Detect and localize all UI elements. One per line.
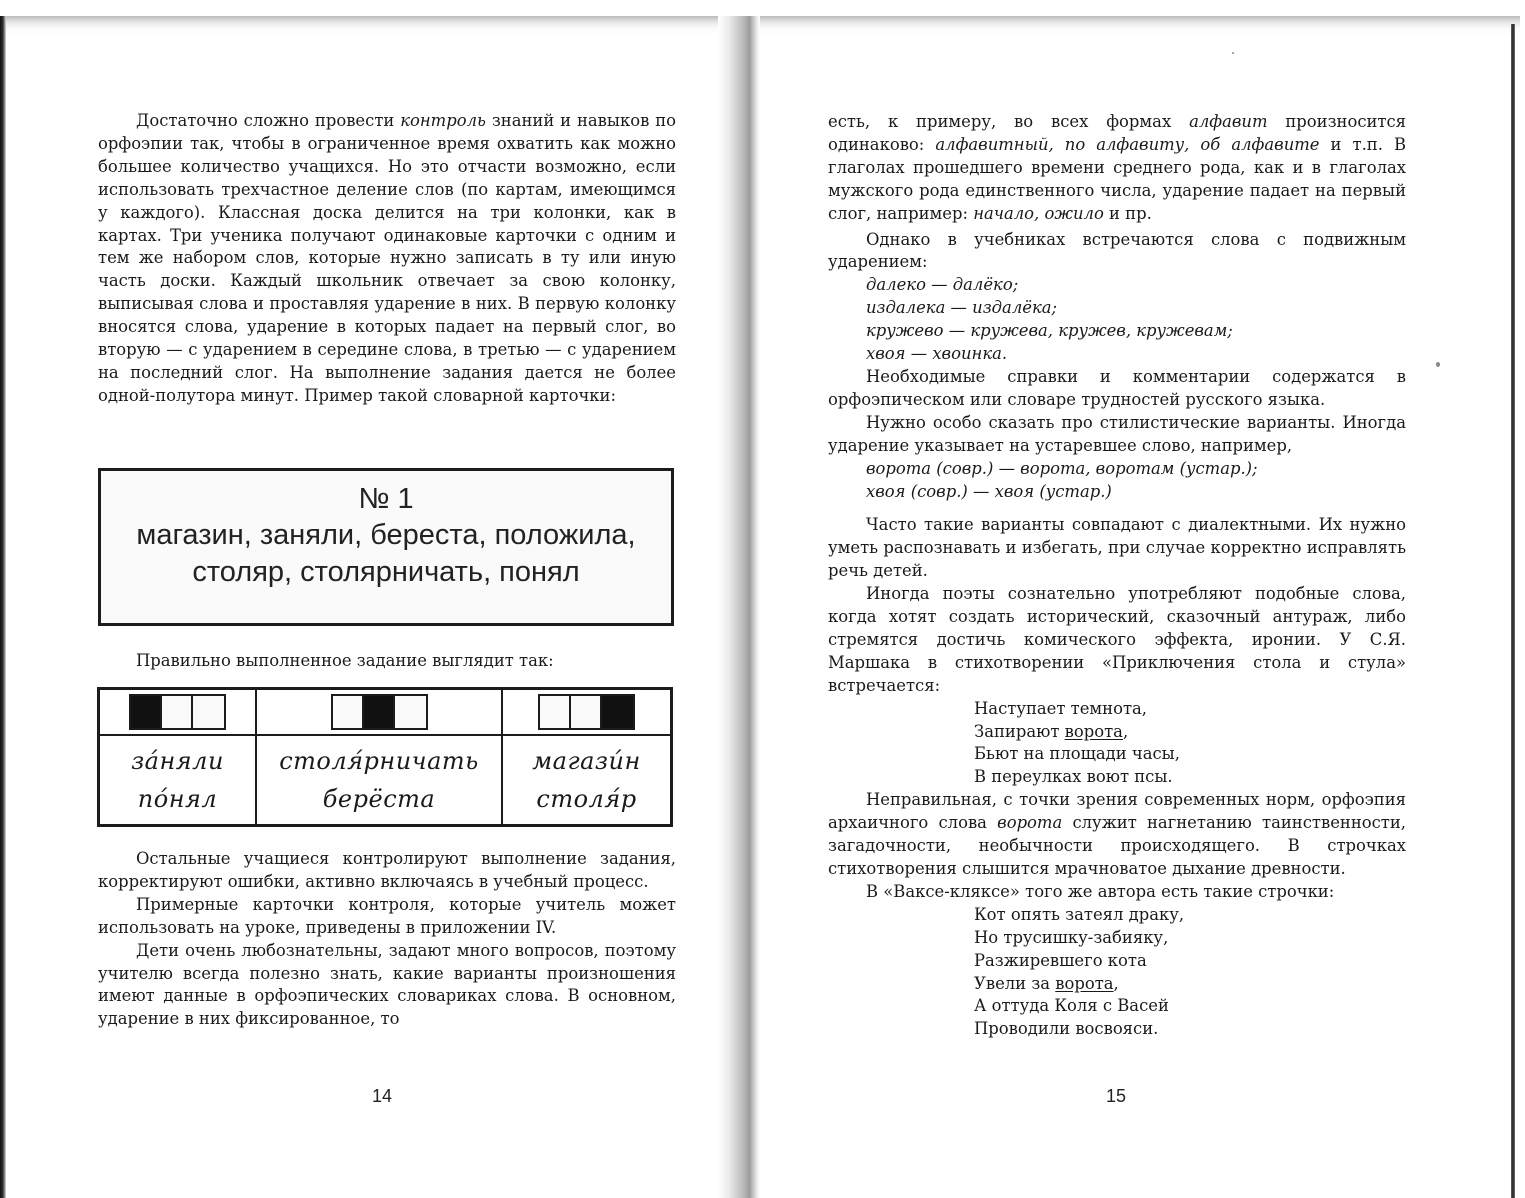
- paragraph: В «Ваксе-кляксе» того же автора есть такие строчки:: [866, 881, 1335, 901]
- scheme-cell-1: [100, 690, 257, 736]
- paragraph: Дети очень любознательны, задают много вопросов, поэтому учителю всегда полезно знать, какие варианты произношения имеют данные в орфоэпических словариках слова. В основном, ударение в них фиксированное, то: [98, 940, 676, 1029]
- answer-word: берёста: [322, 785, 436, 813]
- mobile-stress-examples: [828, 274, 1406, 366]
- verse-line: [828, 927, 1406, 950]
- answer-word: за́няли: [131, 747, 224, 775]
- right-page-edge: [1511, 24, 1515, 1198]
- example-line: ворота (совр.) — ворота, воротам (устар.);: [866, 458, 1258, 478]
- answer-word: столя́р: [536, 785, 637, 813]
- paragraph: Необходимые справки и комментарии содержатся в орфоэпическом или словаре трудностей русского языка.: [828, 366, 1406, 409]
- words-cell-2: [257, 736, 503, 824]
- scheme-cell-2: [257, 690, 503, 736]
- words-cell-3: [503, 736, 670, 824]
- text: знаний и навыков по орфоэпии так, чтобы в ограниченное время охватить как можно большее количество учащихся. Но это отчасти возможно, если использовать трехчастное деление слов (по картам, имеющимся у каждого). Классная доска делится на три колонки, как в картах. Три ученика получают одинаковые карточки с одним и тем же набором слов, которые нужно записать в ту или иную часть доски. Каждый школьник отвечает за свою колонку, выписывая слова и проставляя ударение в них. В первую колонку вносятся слова, ударение в которых падает на первый слог, во вторую — с ударением в середине слова, в третью — с ударением на последний слог. На выполнение задания дается не более одной-полутора минут. Пример такой словарной карточки:: [98, 111, 676, 405]
- left-page-bottom-text: [98, 848, 676, 1031]
- text: и пр.: [1103, 203, 1152, 223]
- card-words-line-1: магазин, заняли, береста, положила,: [136, 519, 636, 551]
- dictionary-card: [98, 468, 674, 626]
- text: Достаточно сложно провести: [136, 111, 401, 130]
- syllable-box: [395, 696, 426, 728]
- verse-line: [828, 973, 1406, 996]
- page-number-left: 14: [372, 1086, 393, 1106]
- paragraph: [828, 789, 1406, 881]
- text: В переулках воют псы.: [974, 767, 1173, 787]
- paragraph: Остальные учащиеся контролируют выполнение задания, корректируют ошибки, активно включаясь в учебный процесс.: [98, 849, 676, 891]
- text: служит нагнетанию таинственности, загадочности, необычности происходящего. В строчках стихотворения слышится мрачноватое дыхание древности.: [828, 813, 1406, 878]
- emphasis: алфавит: [1189, 112, 1268, 131]
- example-line: хвоя (совр.) — хвоя (устар.): [866, 481, 1112, 501]
- example-line: кружево — кружева, кружев, кружевам;: [866, 321, 1233, 341]
- intro-paragraph: [98, 110, 676, 408]
- verse-line: [828, 995, 1406, 1018]
- stylistic-examples: [828, 458, 1406, 504]
- text: ,: [1122, 721, 1129, 741]
- example-line: издалека — издалёка;: [866, 298, 1058, 318]
- emphasis: ворота: [997, 813, 1063, 833]
- syllable-box: [571, 696, 602, 728]
- words-cell-1: [100, 736, 257, 824]
- paragraph: Примерные карточки контроля, которые учитель может использовать на уроке, приведены в приложении IV.: [98, 894, 676, 937]
- stress-scheme-first: [129, 694, 226, 730]
- right-page: [828, 111, 1406, 1041]
- paragraph: Иногда поэты сознательно употребляют подобные слова, когда хотят создать исторический, сказочный антураж, либо стремятся достичь комического эффекта, иронии. У С.Я. Маршака в стихотворении «Приключения стола и стула» встречается:: [828, 584, 1406, 695]
- answer-word: магази́н: [532, 747, 641, 775]
- answer-word: по́нял: [137, 785, 218, 813]
- book-gutter-shadow: [718, 16, 760, 1198]
- underlined-word: ворота: [1064, 721, 1123, 741]
- verse-line: [828, 766, 1406, 789]
- text: есть, к примеру, во всех формах: [828, 112, 1190, 131]
- text: Неправильная, с точки зрения современных норм, орфоэпия архаичного слова: [828, 790, 1406, 833]
- underlined-word: ворота: [1055, 973, 1114, 993]
- stress-scheme-middle: [331, 694, 428, 730]
- text: Бьют на площади часы,: [974, 744, 1180, 764]
- answer-word: столя́рничать: [279, 747, 479, 775]
- verse-marshak-2: [828, 904, 1406, 1041]
- page-number-right: 15: [1106, 1086, 1127, 1106]
- emphasis-control: контроль: [400, 111, 486, 130]
- card-number: № 1: [358, 483, 414, 515]
- scan-speck: [1436, 362, 1440, 367]
- verse-line: [828, 1018, 1406, 1041]
- syllable-box-stressed: [602, 696, 633, 728]
- verse-line: [828, 743, 1406, 766]
- syllable-box: [162, 696, 193, 728]
- text: Проводили восвояси.: [974, 1019, 1159, 1039]
- text: Разжиревшего кота: [974, 950, 1147, 970]
- text: А оттуда Коля с Васей: [974, 996, 1169, 1016]
- paragraph: Часто такие варианты совпадают с диалектными. Их нужно уметь распознавать и избегать, при случае корректно исправлять речь детей.: [828, 515, 1406, 581]
- emphasis: начало, ожило: [973, 203, 1104, 223]
- text: Но трусишку-забияку,: [974, 927, 1169, 947]
- verse-line: [828, 950, 1406, 973]
- answer-caption-block: [98, 650, 676, 673]
- verse-line: [828, 698, 1406, 721]
- text: Запирают: [974, 721, 1065, 741]
- card-words-line-2: столяр, столярничать, понял: [192, 556, 580, 588]
- verse-line: [828, 721, 1406, 744]
- paragraph: Нужно особо сказать про стилистические варианты. Иногда ударение указывает на устаревшее слово, например,: [828, 412, 1406, 455]
- syllable-box: [333, 696, 364, 728]
- text: произносится одинаково:: [828, 112, 1407, 154]
- text: Наступает темнота,: [974, 698, 1147, 718]
- text: Увели за: [974, 973, 1056, 993]
- verse-marshak-1: [828, 698, 1406, 790]
- stress-scheme-last: [538, 694, 635, 730]
- paragraph: [828, 111, 1406, 226]
- text: и т.п. В глаголах прошедшего времени среднего рода, как и в глаголах мужского рода единственного числа, ударение падает на первый слог, например:: [828, 134, 1407, 223]
- example-line: хвоя — хвоинка.: [866, 344, 1008, 364]
- paragraph: Однако в учебниках встречаются слова с подвижным ударением:: [828, 229, 1406, 272]
- answer-table: [97, 687, 673, 827]
- text: ,: [1113, 973, 1119, 993]
- verse-line: [828, 904, 1406, 927]
- scan-speck: [1232, 52, 1234, 54]
- syllable-box: [540, 696, 571, 728]
- emphasis: алфавитный, по алфавиту, об алфавите: [935, 134, 1320, 154]
- left-page-edge: [0, 16, 6, 1198]
- scheme-cell-3: [503, 690, 670, 736]
- text: Кот опять затеял драку,: [974, 904, 1185, 924]
- example-line: далеко — далёко;: [866, 275, 1019, 295]
- syllable-box: [193, 696, 224, 728]
- answer-caption: Правильно выполненное задание выглядит так:: [136, 651, 554, 670]
- syllable-box-stressed: [364, 696, 395, 728]
- left-page: [98, 110, 676, 408]
- syllable-box-stressed: [131, 696, 162, 728]
